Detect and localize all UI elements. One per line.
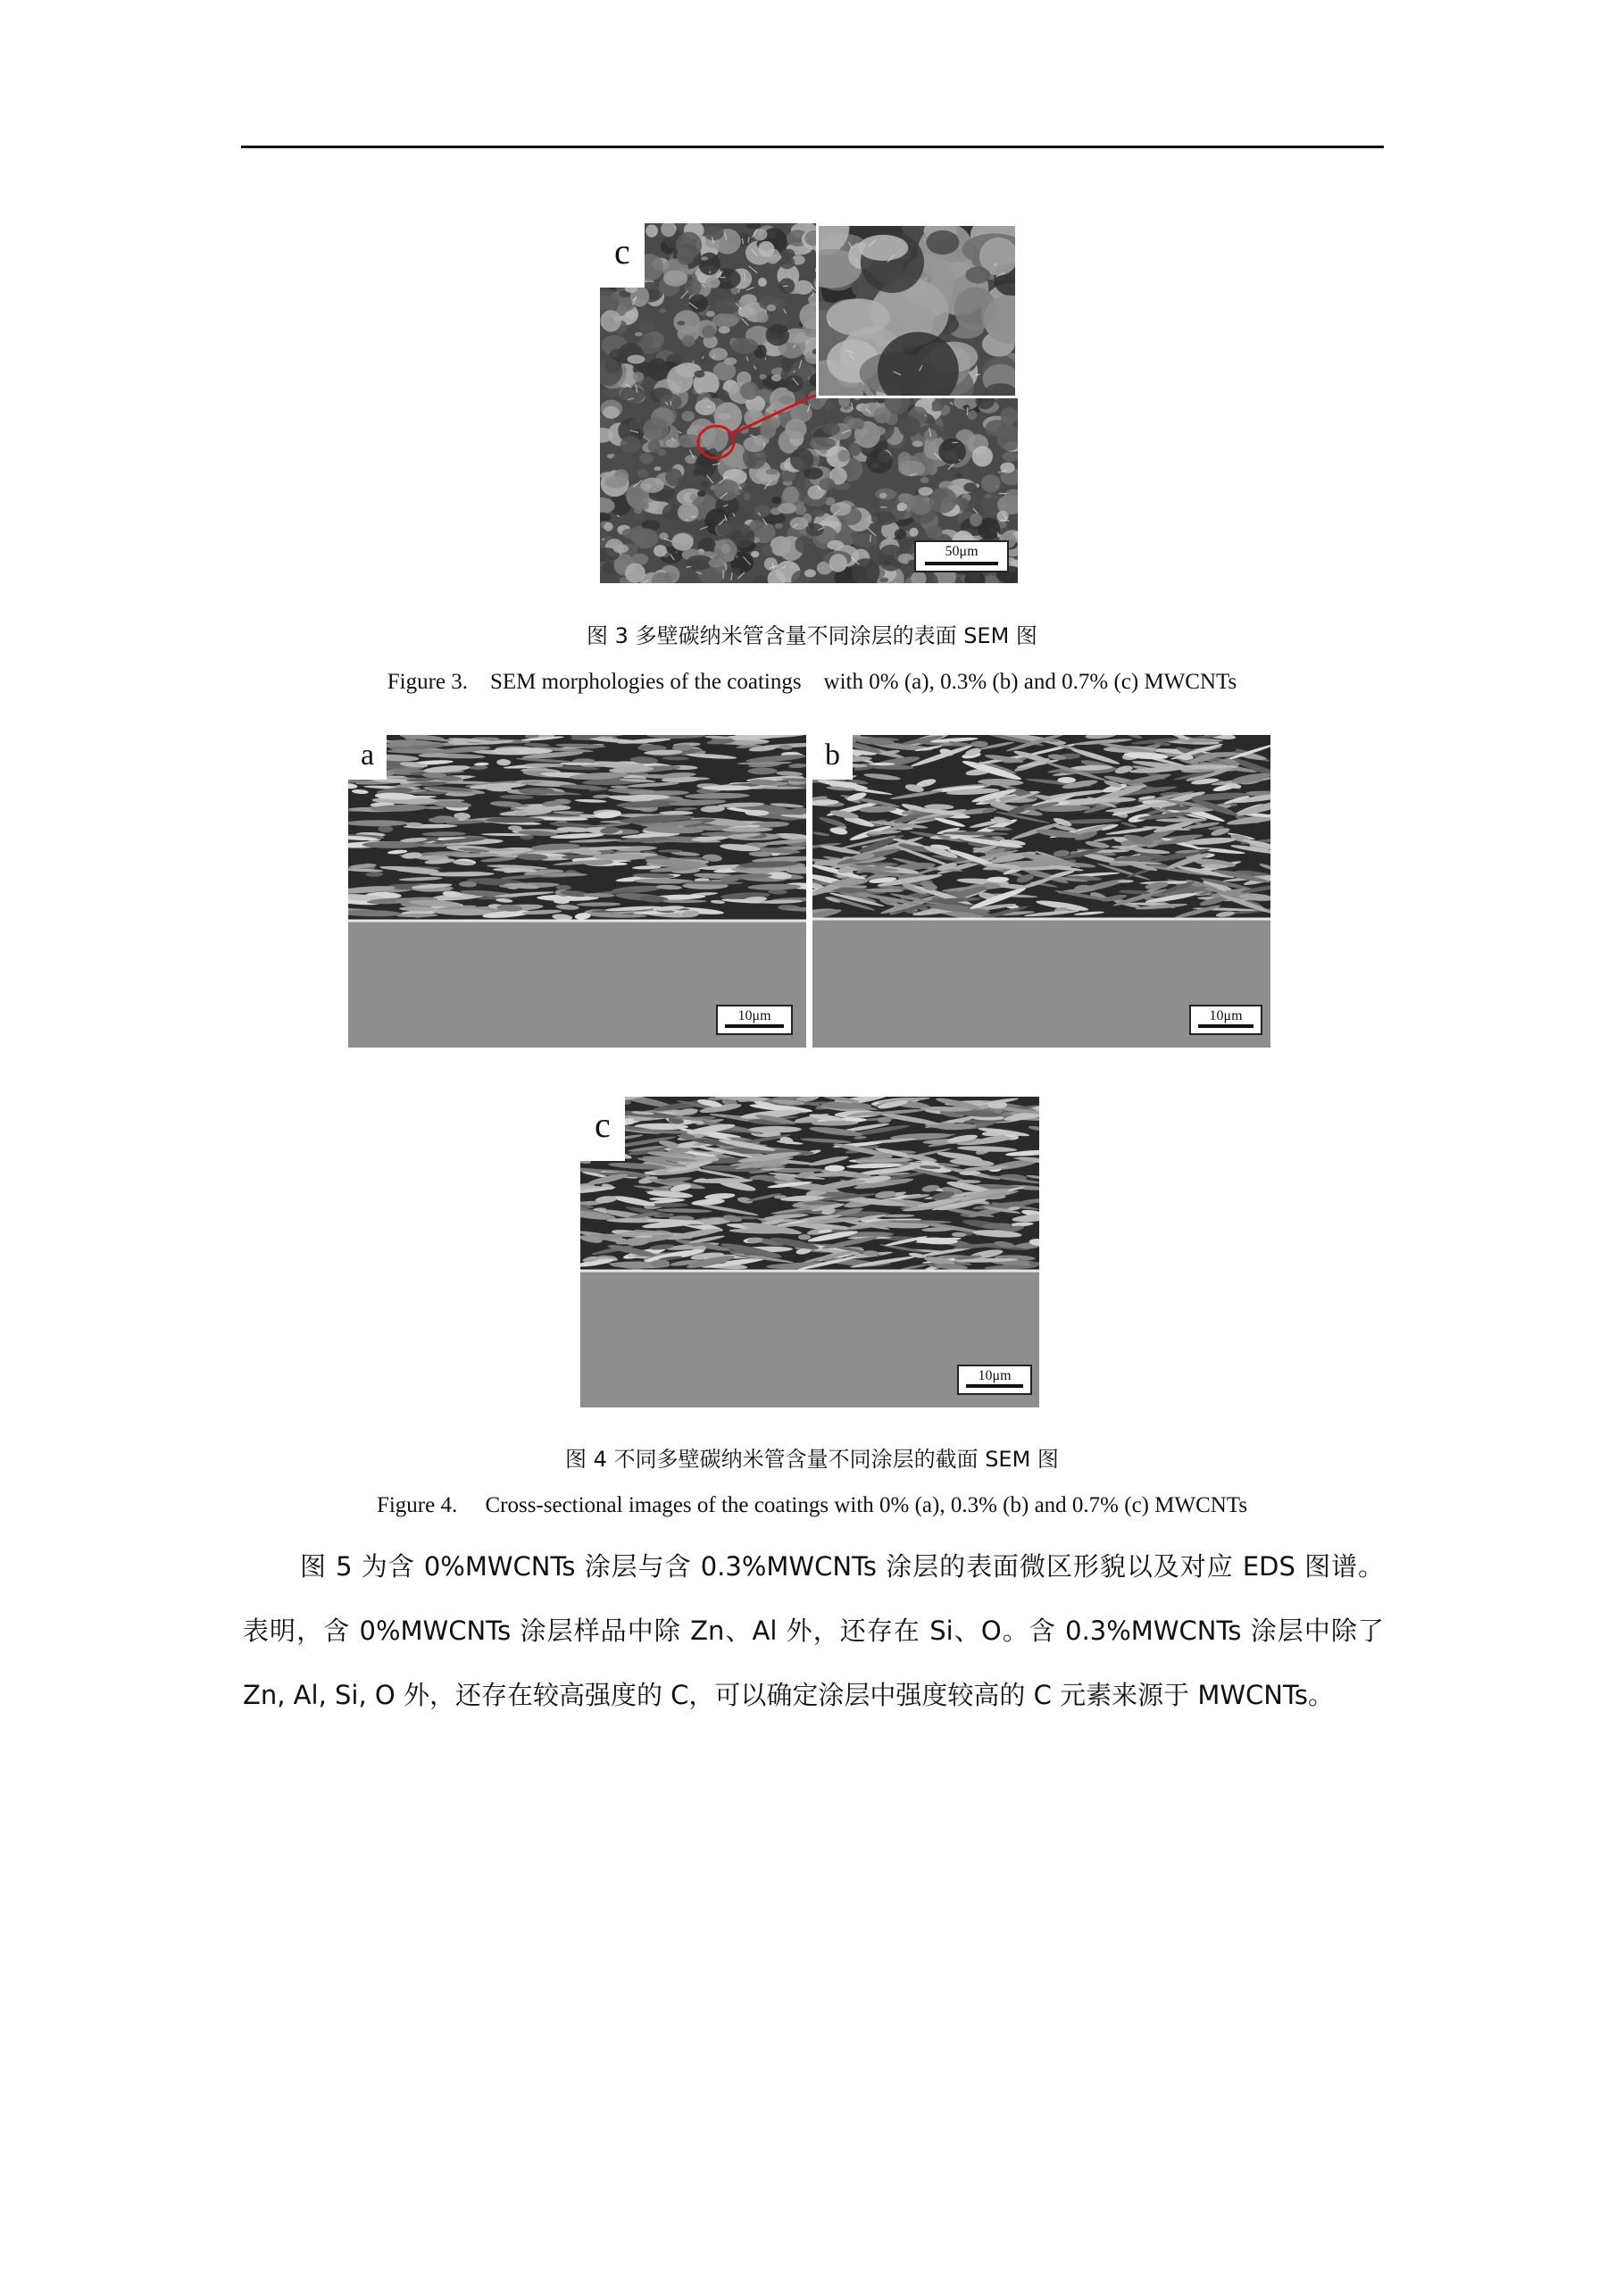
figure4-panel-label-c: c (580, 1097, 625, 1161)
figure3-sem-image-c (600, 223, 1018, 583)
figure4-scale-bar-a: 10μm (716, 1005, 793, 1035)
figure3-panel-label: c (600, 223, 645, 288)
figure4-scale-bar-c: 10μm (957, 1365, 1032, 1395)
cross-section-texture-a (348, 735, 806, 1048)
figure4-scale-bar-b: 10μm (1189, 1005, 1262, 1035)
figure4-sem-image-b (812, 735, 1270, 1048)
figure4-caption-cn: 图 4 不同多壁碳纳米管含量不同涂层的截面 SEM 图 (565, 1447, 1059, 1472)
figure4-sem-image-c (580, 1097, 1039, 1407)
magnify-circle (698, 426, 734, 458)
cross-section-texture-c (580, 1097, 1039, 1407)
cross-section-texture-b (812, 735, 1270, 1048)
body-paragraph: 图 5 为含 0%MWCNTs 涂层与含 0.3%MWCNTs 涂层的表面微区形貌以及对应 EDS 图谱。表明，含 0%MWCNTs 涂层样品中除 Zn、Al 外，还存在 Si、O。含 0.3%MWCNTs 涂层中除了 Zn, Al, Si, O 外，还存在较高强度的 C，可以确定涂层中强度较高的 C 元素来源于 MWCNTs。 (243, 1551, 1384, 1710)
figure4-panel-label-b: b (812, 735, 853, 780)
figure3-caption-en: Figure 3. SEM morphologies of the coatings with 0% (a), 0.3% (b) and 0.7% (c) MWCNTs (387, 670, 1237, 694)
header-rule (241, 146, 1384, 148)
magnify-indicator (600, 223, 1018, 583)
figure3-caption-cn: 图 3 多壁碳纳米管含量不同涂层的表面 SEM 图 (587, 623, 1037, 648)
figure3-scale-bar: 50μm (914, 540, 1009, 572)
figure4-sem-image-a (348, 735, 806, 1048)
magnify-line (732, 395, 816, 434)
figure4-panel-label-a: a (348, 735, 387, 780)
figure4-caption-en: Figure 4. Cross-sectional images of the coatings with 0% (a), 0.3% (b) and 0.7% (c) MWCNTs (376, 1493, 1248, 1517)
